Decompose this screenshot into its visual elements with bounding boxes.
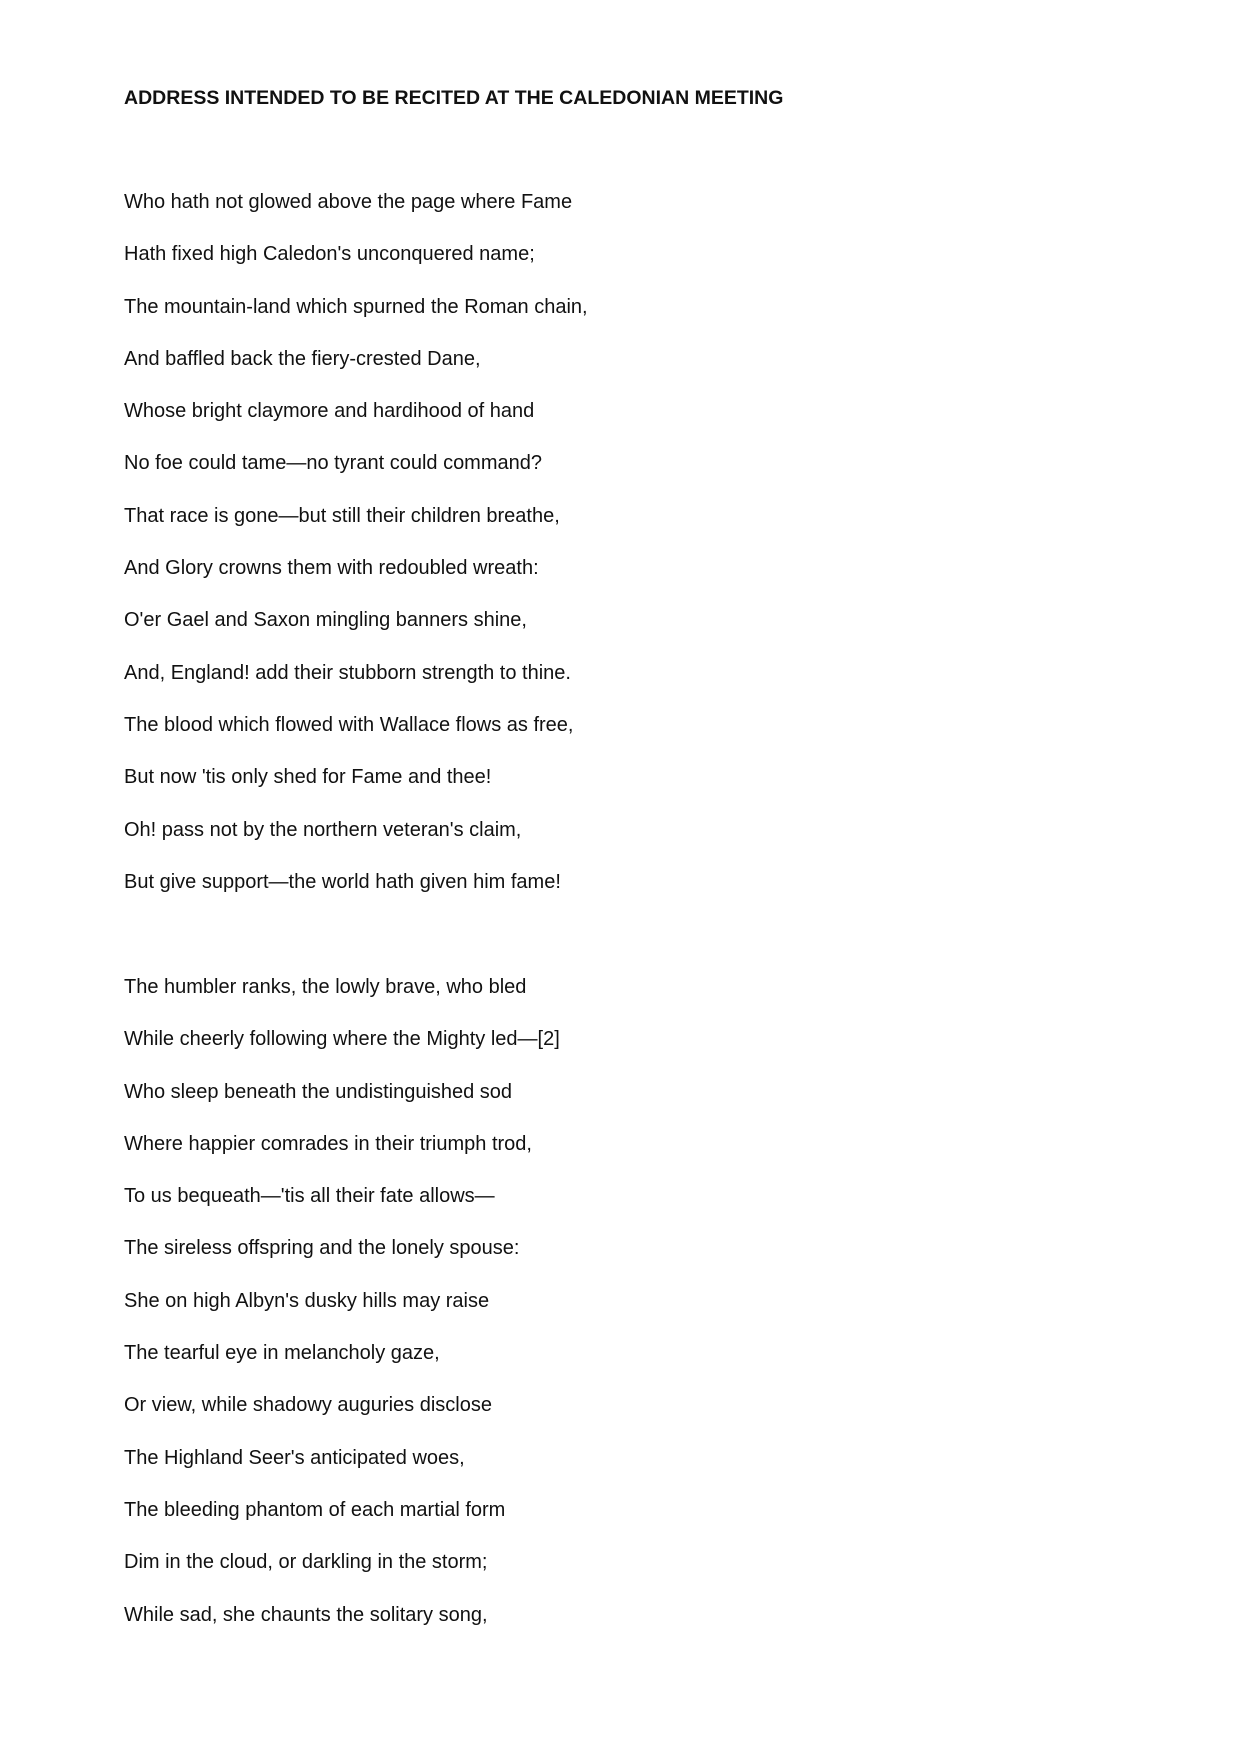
- poem-line: And baffled back the fiery-crested Dane,: [124, 347, 481, 370]
- poem-line: Oh! pass not by the northern veteran's claim,: [124, 818, 522, 841]
- poem-line: The blood which flowed with Wallace flows as free,: [124, 713, 574, 736]
- poem-line: The sireless offspring and the lonely spouse:: [124, 1237, 520, 1260]
- poem-line: O'er Gael and Saxon mingling banners shine,: [124, 609, 527, 632]
- poem-line: The mountain-land which spurned the Roman chain,: [124, 295, 588, 318]
- poem-line: While sad, she chaunts the solitary song,: [124, 1603, 488, 1626]
- poem-line: And Glory crowns them with redoubled wreath:: [124, 557, 539, 580]
- poem-line: While cheerly following where the Mighty led—[2]: [124, 1028, 560, 1051]
- poem-line: The humbler ranks, the lowly brave, who bled: [124, 976, 527, 998]
- poem-line: And, England! add their stubborn strength to thine.: [124, 661, 571, 684]
- poem-line: Dim in the cloud, or darkling in the storm;: [124, 1551, 488, 1574]
- poem-line: The Highland Seer's anticipated woes,: [124, 1446, 465, 1469]
- stanza-1: [124, 190, 588, 922]
- poem-line: Where happier comrades in their triumph trod,: [124, 1132, 532, 1155]
- document-title: ADDRESS INTENDED TO BE RECITED AT THE CALEDONIAN MEETING: [124, 87, 784, 109]
- poem-line: The tearful eye in melancholy gaze,: [124, 1342, 440, 1365]
- poem-line: Whose bright claymore and hardihood of hand: [124, 400, 535, 423]
- poem-line: Who sleep beneath the undistinguished sod: [124, 1080, 513, 1103]
- poem-line: That race is gone—but still their children breathe,: [124, 504, 560, 527]
- poem-line: To us bequeath—'tis all their fate allows—: [124, 1185, 495, 1208]
- poem-line: But now 'tis only shed for Fame and thee!: [124, 766, 492, 789]
- poem-line: Hath fixed high Caledon's unconquered name;: [124, 243, 535, 266]
- poem-line: Who hath not glowed above the page where Fame: [124, 191, 573, 213]
- poem-line: She on high Albyn's dusky hills may raise: [124, 1289, 490, 1312]
- stanza-2: [124, 975, 560, 1655]
- poem-line: Or view, while shadowy auguries disclose: [124, 1394, 492, 1417]
- poem-line: No foe could tame—no tyrant could command?: [124, 452, 542, 475]
- poem-line: The bleeding phantom of each martial form: [124, 1498, 506, 1521]
- poem-line: But give support—the world hath given him fame!: [124, 870, 561, 893]
